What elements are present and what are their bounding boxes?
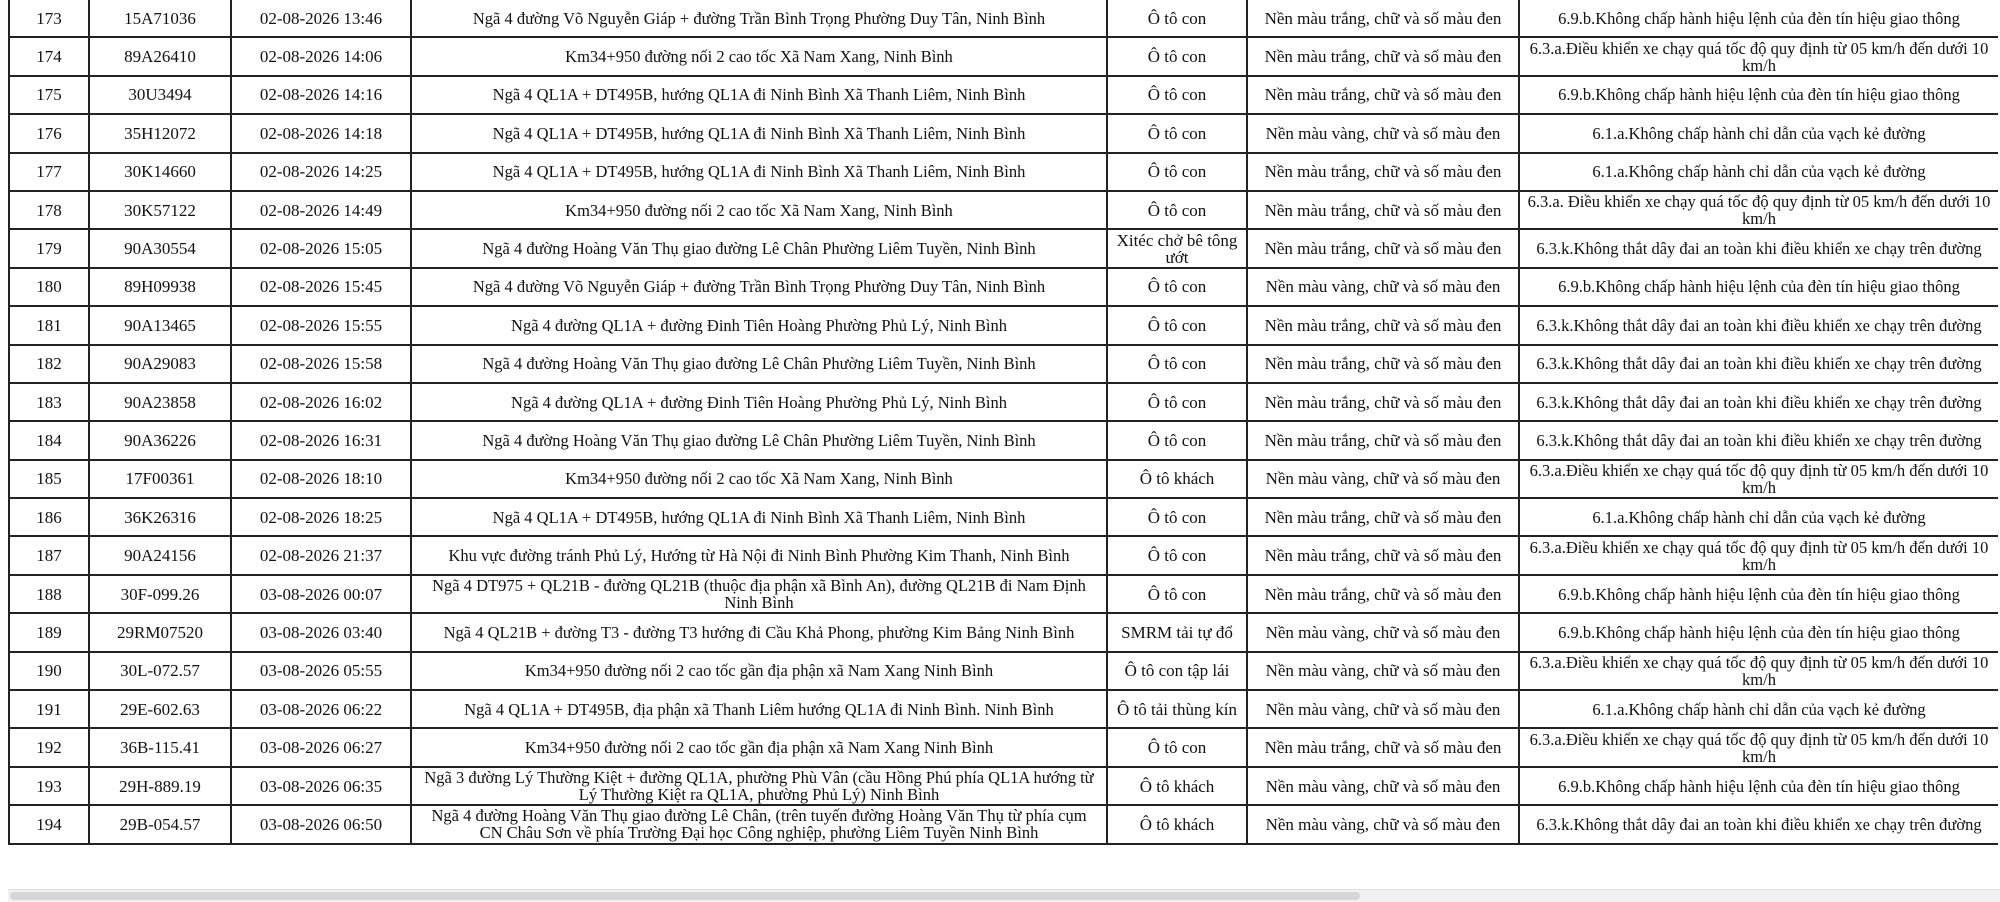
cell-violation: 6.3.k.Không thắt dây đai an toàn khi điều khiển xe chạy trên đường [1519,421,1998,459]
cell-location: Ngã 4 đường Hoàng Văn Thụ giao đường Lê Chân Phường Liêm Tuyền, Ninh Bình [411,345,1107,383]
cell-violation: 6.3.a. Điều khiển xe chạy quá tốc độ quy định từ 05 km/h đến dưới 10 km/h [1519,191,1998,229]
cell-plate-color: Nền màu trắng, chữ và số màu đen [1247,191,1519,229]
table-row [9,575,1998,613]
cell-vehicle-type: Ô tô con [1107,114,1247,152]
table-row [9,229,1998,267]
cell-plate-number: 35H12072 [89,114,231,152]
cell-plate-number: 90A29083 [89,345,231,383]
cell-stt: 186 [9,498,89,536]
table-row [9,498,1998,536]
cell-violation-time: 03-08-2026 06:22 [231,690,411,728]
cell-violation: 6.9.b.Không chấp hành hiệu lệnh của đèn tín hiệu giao thông [1519,767,1998,805]
cell-plate-number: 30F-099.26 [89,575,231,613]
cell-violation-time: 02-08-2026 15:58 [231,345,411,383]
cell-location: Khu vực đường tránh Phủ Lý, Hướng từ Hà Nội đi Ninh Bình Phường Kim Thanh, Ninh Bình [411,536,1107,574]
cell-violation: 6.3.a.Điều khiển xe chạy quá tốc độ quy định từ 05 km/h đến dưới 10 km/h [1519,37,1998,75]
cell-vehicle-type: Ô tô con [1107,37,1247,75]
cell-violation-time: 02-08-2026 16:31 [231,421,411,459]
cell-plate-number: 90A24156 [89,536,231,574]
cell-vehicle-type: Ô tô con [1107,421,1247,459]
cell-location: Km34+950 đường nối 2 cao tốc Xã Nam Xang, Ninh Bình [411,460,1107,498]
cell-location: Ngã 4 QL1A + DT495B, địa phận xã Thanh Liêm hướng QL1A đi Ninh Bình. Ninh Bình [411,690,1107,728]
cell-violation: 6.3.k.Không thắt dây đai an toàn khi điều khiển xe chạy trên đường [1519,306,1998,344]
cell-vehicle-type: Ô tô con [1107,306,1247,344]
cell-stt: 179 [9,229,89,267]
cell-plate-number: 89A26410 [89,37,231,75]
cell-violation-time: 02-08-2026 14:25 [231,153,411,191]
cell-violation-time: 03-08-2026 06:50 [231,805,411,843]
table-body [9,0,1998,844]
cell-location: Ngã 4 DT975 + QL21B - đường QL21B (thuộc địa phận xã Bình An), đường QL21B đi Nam Định Ninh Bình [411,575,1107,613]
cell-vehicle-type: Ô tô tải thùng kín [1107,690,1247,728]
cell-vehicle-type: Ô tô con [1107,268,1247,306]
table-row [9,805,1998,843]
violations-table-container [8,0,1998,890]
table-row [9,37,1998,75]
cell-location: Ngã 4 đường QL1A + đường Đinh Tiên Hoàng Phường Phủ Lý, Ninh Bình [411,383,1107,421]
cell-plate-color: Nền màu trắng, chữ và số màu đen [1247,383,1519,421]
cell-location: Ngã 4 đường Võ Nguyễn Giáp + đường Trần Bình Trọng Phường Duy Tân, Ninh Bình [411,268,1107,306]
cell-stt: 174 [9,37,89,75]
cell-vehicle-type: Ô tô con [1107,498,1247,536]
cell-plate-color: Nền màu trắng, chữ và số màu đen [1247,37,1519,75]
table-row [9,114,1998,152]
cell-stt: 180 [9,268,89,306]
cell-stt: 193 [9,767,89,805]
cell-location: Ngã 4 QL1A + DT495B, hướng QL1A đi Ninh Bình Xã Thanh Liêm, Ninh Bình [411,498,1107,536]
cell-vehicle-type: SMRM tải tự đổ [1107,613,1247,651]
cell-plate-color: Nền màu trắng, chữ và số màu đen [1247,498,1519,536]
cell-vehicle-type: Ô tô khách [1107,460,1247,498]
cell-location: Ngã 4 QL1A + DT495B, hướng QL1A đi Ninh Bình Xã Thanh Liêm, Ninh Bình [411,76,1107,114]
cell-violation: 6.3.a.Điều khiển xe chạy quá tốc độ quy định từ 05 km/h đến dưới 10 km/h [1519,536,1998,574]
cell-plate-number: 90A30554 [89,229,231,267]
cell-violation: 6.3.a.Điều khiển xe chạy quá tốc độ quy định từ 05 km/h đến dưới 10 km/h [1519,460,1998,498]
cell-vehicle-type: Ô tô con [1107,575,1247,613]
cell-plate-number: 89H09938 [89,268,231,306]
table-row [9,306,1998,344]
cell-violation: 6.3.k.Không thắt dây đai an toàn khi điều khiển xe chạy trên đường [1519,383,1998,421]
table-row [9,421,1998,459]
cell-plate-number: 36B-115.41 [89,728,231,766]
cell-plate-number: 29E-602.63 [89,690,231,728]
cell-vehicle-type: Ô tô con [1107,728,1247,766]
cell-plate-color: Nền màu trắng, chữ và số màu đen [1247,0,1519,37]
cell-stt: 181 [9,306,89,344]
cell-violation: 6.3.k.Không thắt dây đai an toàn khi điều khiển xe chạy trên đường [1519,345,1998,383]
cell-location: Km34+950 đường nối 2 cao tốc Xã Nam Xang, Ninh Bình [411,191,1107,229]
cell-violation: 6.9.b.Không chấp hành hiệu lệnh của đèn tín hiệu giao thông [1519,268,1998,306]
cell-violation-time: 02-08-2026 15:05 [231,229,411,267]
cell-stt: 175 [9,76,89,114]
table-row [9,191,1998,229]
violations-table [8,0,1998,845]
cell-violation: 6.3.k.Không thắt dây đai an toàn khi điều khiển xe chạy trên đường [1519,229,1998,267]
cell-vehicle-type: Ô tô khách [1107,805,1247,843]
cell-location: Ngã 4 QL1A + DT495B, hướng QL1A đi Ninh Bình Xã Thanh Liêm, Ninh Bình [411,114,1107,152]
table-row [9,345,1998,383]
cell-plate-color: Nền màu trắng, chữ và số màu đen [1247,575,1519,613]
cell-violation-time: 03-08-2026 00:07 [231,575,411,613]
cell-violation-time: 02-08-2026 18:10 [231,460,411,498]
cell-violation-time: 02-08-2026 14:18 [231,114,411,152]
cell-plate-number: 30U3494 [89,76,231,114]
scrollbar-thumb[interactable] [10,892,1360,900]
table-row [9,728,1998,766]
cell-violation: 6.1.a.Không chấp hành chỉ dẫn của vạch kẻ đường [1519,498,1998,536]
cell-location: Ngã 4 QL1A + DT495B, hướng QL1A đi Ninh Bình Xã Thanh Liêm, Ninh Bình [411,153,1107,191]
cell-plate-color: Nền màu vàng, chữ và số màu đen [1247,268,1519,306]
cell-violation-time: 02-08-2026 13:46 [231,0,411,37]
cell-plate-number: 30L-072.57 [89,652,231,690]
cell-vehicle-type: Ô tô con [1107,191,1247,229]
cell-violation: 6.3.k.Không thắt dây đai an toàn khi điều khiển xe chạy trên đường [1519,805,1998,843]
cell-plate-color: Nền màu trắng, chữ và số màu đen [1247,345,1519,383]
cell-vehicle-type: Xitéc chở bê tông ướt [1107,229,1247,267]
cell-stt: 185 [9,460,89,498]
cell-plate-color: Nền màu trắng, chữ và số màu đen [1247,229,1519,267]
cell-violation-time: 02-08-2026 21:37 [231,536,411,574]
cell-violation: 6.1.a.Không chấp hành chỉ dẫn của vạch kẻ đường [1519,114,1998,152]
cell-vehicle-type: Ô tô con [1107,76,1247,114]
cell-plate-number: 29H-889.19 [89,767,231,805]
cell-stt: 191 [9,690,89,728]
cell-violation: 6.9.b.Không chấp hành hiệu lệnh của đèn tín hiệu giao thông [1519,0,1998,37]
cell-vehicle-type: Ô tô khách [1107,767,1247,805]
cell-location: Ngã 4 đường Hoàng Văn Thụ giao đường Lê Chân Phường Liêm Tuyền, Ninh Bình [411,421,1107,459]
table-row [9,460,1998,498]
cell-plate-number: 29B-054.57 [89,805,231,843]
cell-plate-number: 30K14660 [89,153,231,191]
cell-plate-color: Nền màu trắng, chữ và số màu đen [1247,153,1519,191]
cell-violation-time: 02-08-2026 15:45 [231,268,411,306]
cell-vehicle-type: Ô tô con [1107,153,1247,191]
cell-violation: 6.3.a.Điều khiển xe chạy quá tốc độ quy định từ 05 km/h đến dưới 10 km/h [1519,728,1998,766]
cell-plate-color: Nền màu trắng, chữ và số màu đen [1247,728,1519,766]
cell-stt: 187 [9,536,89,574]
cell-stt: 189 [9,613,89,651]
cell-vehicle-type: Ô tô con tập lái [1107,652,1247,690]
cell-violation: 6.1.a.Không chấp hành chỉ dẫn của vạch kẻ đường [1519,153,1998,191]
cell-location: Ngã 4 đường Hoàng Văn Thụ giao đường Lê Chân Phường Liêm Tuyền, Ninh Bình [411,229,1107,267]
cell-vehicle-type: Ô tô con [1107,383,1247,421]
cell-plate-color: Nền màu trắng, chữ và số màu đen [1247,421,1519,459]
cell-plate-color: Nền màu trắng, chữ và số màu đen [1247,536,1519,574]
cell-violation-time: 03-08-2026 05:55 [231,652,411,690]
cell-location: Ngã 4 đường Hoàng Văn Thụ giao đường Lê Chân, (trên tuyến đường Hoàng Văn Thụ từ phía cụm CN Châu Sơn về phía Trường Đại học Công nghiệp, phường Liêm Tuyền Ninh Bình [411,805,1107,843]
cell-violation-time: 03-08-2026 06:27 [231,728,411,766]
cell-plate-color: Nền màu trắng, chữ và số màu đen [1247,76,1519,114]
cell-plate-number: 15A71036 [89,0,231,37]
cell-location: Ngã 4 QL21B + đường T3 - đường T3 hướng đi Cầu Khả Phong, phường Kim Bảng Ninh Bình [411,613,1107,651]
cell-stt: 177 [9,153,89,191]
cell-location: Km34+950 đường nối 2 cao tốc gần địa phận xã Nam Xang Ninh Bình [411,652,1107,690]
cell-plate-color: Nền màu vàng, chữ và số màu đen [1247,652,1519,690]
cell-violation: 6.9.b.Không chấp hành hiệu lệnh của đèn tín hiệu giao thông [1519,613,1998,651]
horizontal-scrollbar[interactable] [8,889,2000,902]
cell-violation: 6.1.a.Không chấp hành chỉ dẫn của vạch kẻ đường [1519,690,1998,728]
cell-violation-time: 02-08-2026 14:06 [231,37,411,75]
cell-vehicle-type: Ô tô con [1107,536,1247,574]
cell-stt: 194 [9,805,89,843]
cell-violation: 6.9.b.Không chấp hành hiệu lệnh của đèn tín hiệu giao thông [1519,575,1998,613]
cell-location: Ngã 4 đường Võ Nguyễn Giáp + đường Trần Bình Trọng Phường Duy Tân, Ninh Bình [411,0,1107,37]
table-row [9,536,1998,574]
cell-plate-number: 30K57122 [89,191,231,229]
cell-stt: 176 [9,114,89,152]
cell-plate-number: 90A23858 [89,383,231,421]
table-row [9,613,1998,651]
cell-violation-time: 02-08-2026 18:25 [231,498,411,536]
cell-violation-time: 03-08-2026 03:40 [231,613,411,651]
cell-violation: 6.3.a.Điều khiển xe chạy quá tốc độ quy định từ 05 km/h đến dưới 10 km/h [1519,652,1998,690]
table-row [9,383,1998,421]
cell-location: Ngã 3 đường Lý Thường Kiệt + đường QL1A, phường Phù Vân (cầu Hồng Phú phía QL1A hướng từ Lý Thường Kiệt ra QL1A, phường Phủ Lý) Ninh Bình [411,767,1107,805]
table-row [9,652,1998,690]
cell-plate-number: 90A13465 [89,306,231,344]
cell-stt: 182 [9,345,89,383]
cell-violation-time: 02-08-2026 15:55 [231,306,411,344]
cell-violation-time: 02-08-2026 14:49 [231,191,411,229]
cell-stt: 184 [9,421,89,459]
cell-plate-color: Nền màu trắng, chữ và số màu đen [1247,306,1519,344]
cell-stt: 183 [9,383,89,421]
table-row [9,153,1998,191]
table-row [9,0,1998,37]
cell-plate-color: Nền màu vàng, chữ và số màu đen [1247,690,1519,728]
cell-stt: 192 [9,728,89,766]
cell-plate-number: 17F00361 [89,460,231,498]
cell-stt: 178 [9,191,89,229]
cell-location: Km34+950 đường nối 2 cao tốc Xã Nam Xang, Ninh Bình [411,37,1107,75]
cell-stt: 188 [9,575,89,613]
cell-plate-color: Nền màu vàng, chữ và số màu đen [1247,767,1519,805]
cell-stt: 190 [9,652,89,690]
cell-vehicle-type: Ô tô con [1107,0,1247,37]
cell-location: Ngã 4 đường QL1A + đường Đinh Tiên Hoàng Phường Phủ Lý, Ninh Bình [411,306,1107,344]
table-row [9,767,1998,805]
cell-vehicle-type: Ô tô con [1107,345,1247,383]
cell-stt: 173 [9,0,89,37]
table-row [9,690,1998,728]
cell-plate-number: 29RM07520 [89,613,231,651]
cell-plate-color: Nền màu vàng, chữ và số màu đen [1247,805,1519,843]
table-row [9,76,1998,114]
cell-plate-color: Nền màu vàng, chữ và số màu đen [1247,613,1519,651]
cell-violation-time: 02-08-2026 16:02 [231,383,411,421]
table-row [9,268,1998,306]
cell-location: Km34+950 đường nối 2 cao tốc gần địa phận xã Nam Xang Ninh Bình [411,728,1107,766]
cell-plate-number: 36K26316 [89,498,231,536]
cell-plate-color: Nền màu vàng, chữ và số màu đen [1247,114,1519,152]
cell-violation: 6.9.b.Không chấp hành hiệu lệnh của đèn tín hiệu giao thông [1519,76,1998,114]
cell-violation-time: 03-08-2026 06:35 [231,767,411,805]
cell-violation-time: 02-08-2026 14:16 [231,76,411,114]
cell-plate-number: 90A36226 [89,421,231,459]
cell-plate-color: Nền màu vàng, chữ và số màu đen [1247,460,1519,498]
